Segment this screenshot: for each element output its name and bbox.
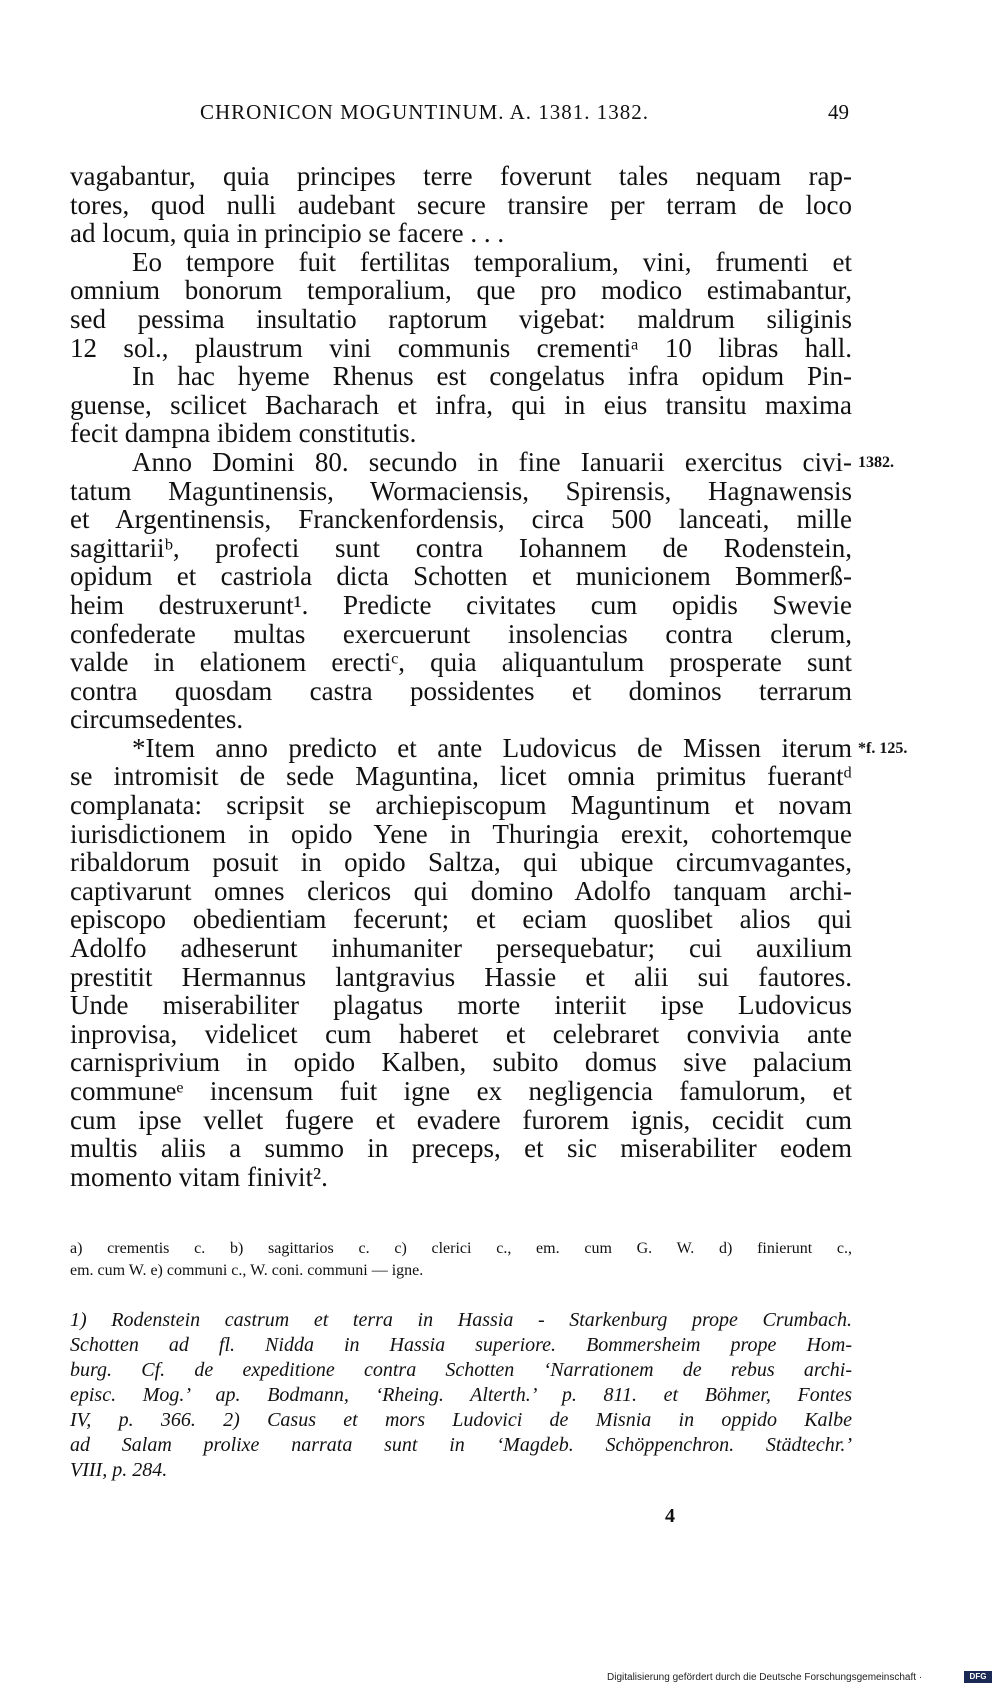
text-line: fecit dampna ibidem constitutis.: [70, 418, 417, 449]
text-line: valde in elationem erectiᶜ, quia aliquantulum prosperate sunt: [70, 647, 852, 678]
text-line: Unde miserabiliter plagatus morte interiit ipse Ludovicus: [70, 990, 852, 1021]
apparatus-line: a) crementis c. b) sagittarios c. c) clerici c., em. cum G. W. d) finierunt c.,: [70, 1240, 852, 1257]
text-line: momento vitam finivit².: [70, 1161, 328, 1192]
text-line: communeᵉ incensum fuit igne ex negligencia famulorum, et: [70, 1076, 852, 1106]
digitization-credit: Digitalisierung gefördert durch die Deutsche Forschungsgemeinschaft ·: [607, 1672, 923, 1683]
footnote-line: ad Salam prolixe narrata sunt in ‘Magdeb. Schöppenchron. Städtechr.’: [70, 1434, 852, 1456]
text-line: tores, quod nulli audebant secure transire per terram de loco: [70, 189, 852, 220]
text-line: omnium bonorum temporalium, que pro modico estimabantur,: [70, 275, 852, 306]
margin-note: 1382.: [858, 454, 894, 471]
text-line: opidum et castriola dicta Schotten et municionem Bommerß-: [70, 561, 852, 592]
text-line: prestitit Hermannus lantgravius Hassie et alii sui fautores.: [70, 961, 852, 992]
dfg-logo: DFG: [964, 1671, 992, 1683]
text-line: ad locum, quia in principio se facere . . .: [70, 218, 505, 249]
text-line: se intromisit de sede Maguntina, licet omnia primitus fuerantᵈ: [70, 761, 852, 792]
text-line: guense, scilicet Bacharach et infra, qui in eius transitu maxima: [70, 389, 852, 420]
text-line: carnisprivium in opido Kalben, subito domus sive palacium: [70, 1047, 852, 1078]
apparatus-line: em. cum W. e) communi c., W. coni. communi — igne.: [70, 1262, 424, 1279]
signature-mark: 4: [665, 1505, 675, 1527]
text-line: multis aliis a summo in preceps, et sic miserabiliter eodem: [70, 1133, 852, 1164]
text-line: Anno Domini 80. secundo in fine Ianuarii exercitus civi-: [132, 446, 852, 477]
running-title: CHRONICON MOGUNTINUM. A. 1381. 1382.: [200, 100, 650, 124]
text-line: contra quosdam castra possidentes et dominos terrarum: [70, 675, 852, 706]
text-line: ribaldorum posuit in opido Saltza, qui ubique circumvagantes,: [70, 847, 852, 878]
text-line: In hac hyeme Rhenus est congelatus infra opidum Pin-: [132, 361, 852, 392]
text-line: iurisdictionem in opido Yene in Thuringia erexit, cohortemque: [70, 818, 852, 849]
text-line: complanata: scripsit se archiepiscopum Maguntinum et novam: [70, 790, 852, 821]
text-line: sagittariiᵇ, profecti sunt contra Iohannem de Rodenstein,: [70, 532, 852, 563]
footnote-line: burg. Cf. de expeditione contra Schotten ‘Narrationem de rebus archi-: [70, 1359, 852, 1381]
text-line: tatum Maguntinensis, Wormaciensis, Spirensis, Hagnawensis: [70, 475, 852, 506]
text-line: cum ipse vellet fugere et evadere furorem ignis, cecidit cum: [70, 1104, 852, 1135]
text-line: vagabantur, quia principes terre foverunt tales nequam rap-: [70, 161, 852, 191]
text-line: circumsedentes.: [70, 704, 244, 735]
footnote-line: episc. Mog.’ ap. Bodmann, ‘Rheing. Alterth.’ p. 811. et Böhmer, Fontes: [70, 1384, 852, 1406]
text-line: *Item anno predicto et ante Ludovicus de Missen iterum: [132, 732, 852, 763]
footnote-line: 1) Rodenstein castrum et terra in Hassia - Starkenburg prope Crumbach.: [70, 1309, 852, 1331]
text-line: heim destruxerunt¹. Predicte civitates cum opidis Swevie: [70, 589, 852, 620]
text-line: 12 sol., plaustrum vini communis crementiᵃ 10 libras hall.: [70, 332, 852, 363]
main-text: [70, 162, 852, 1191]
footnote-line: Schotten ad fl. Nidda in Hassia superiore. Bommersheim prope Hom-: [70, 1334, 852, 1356]
text-line: episcopo obedientiam fecerunt; et eciam quoslibet alios qui: [70, 904, 852, 935]
text-line: inprovisa, videlicet cum haberet et celebraret convivia ante: [70, 1018, 852, 1049]
text-line: Eo tempore fuit fertilitas temporalium, vini, frumenti et: [132, 246, 852, 277]
footnotes: [70, 1308, 852, 1483]
text-line: confederate multas exercuerunt insolencias contra clerum,: [70, 618, 852, 649]
page-header: [0, 100, 1000, 140]
text-line: et Argentinensis, Franckenfordensis, circa 500 lanceati, mille: [70, 504, 852, 535]
footnote-line: IV, p. 366. 2) Casus et mors Ludovici de Misnia in oppido Kalbe: [70, 1409, 852, 1431]
critical-apparatus: [70, 1238, 852, 1282]
footnote-line: VIII, p. 284.: [70, 1459, 168, 1481]
text-line: Adolfo adheserunt inhumaniter persequebatur; cui auxilium: [70, 933, 852, 964]
text-line: sed pessima insultatio raptorum vigebat: maldrum siliginis: [70, 303, 852, 334]
page-number: 49: [828, 100, 849, 124]
text-line: captivarunt omnes clericos qui domino Adolfo tanquam archi-: [70, 875, 852, 906]
margin-note: *f. 125.: [858, 740, 908, 757]
